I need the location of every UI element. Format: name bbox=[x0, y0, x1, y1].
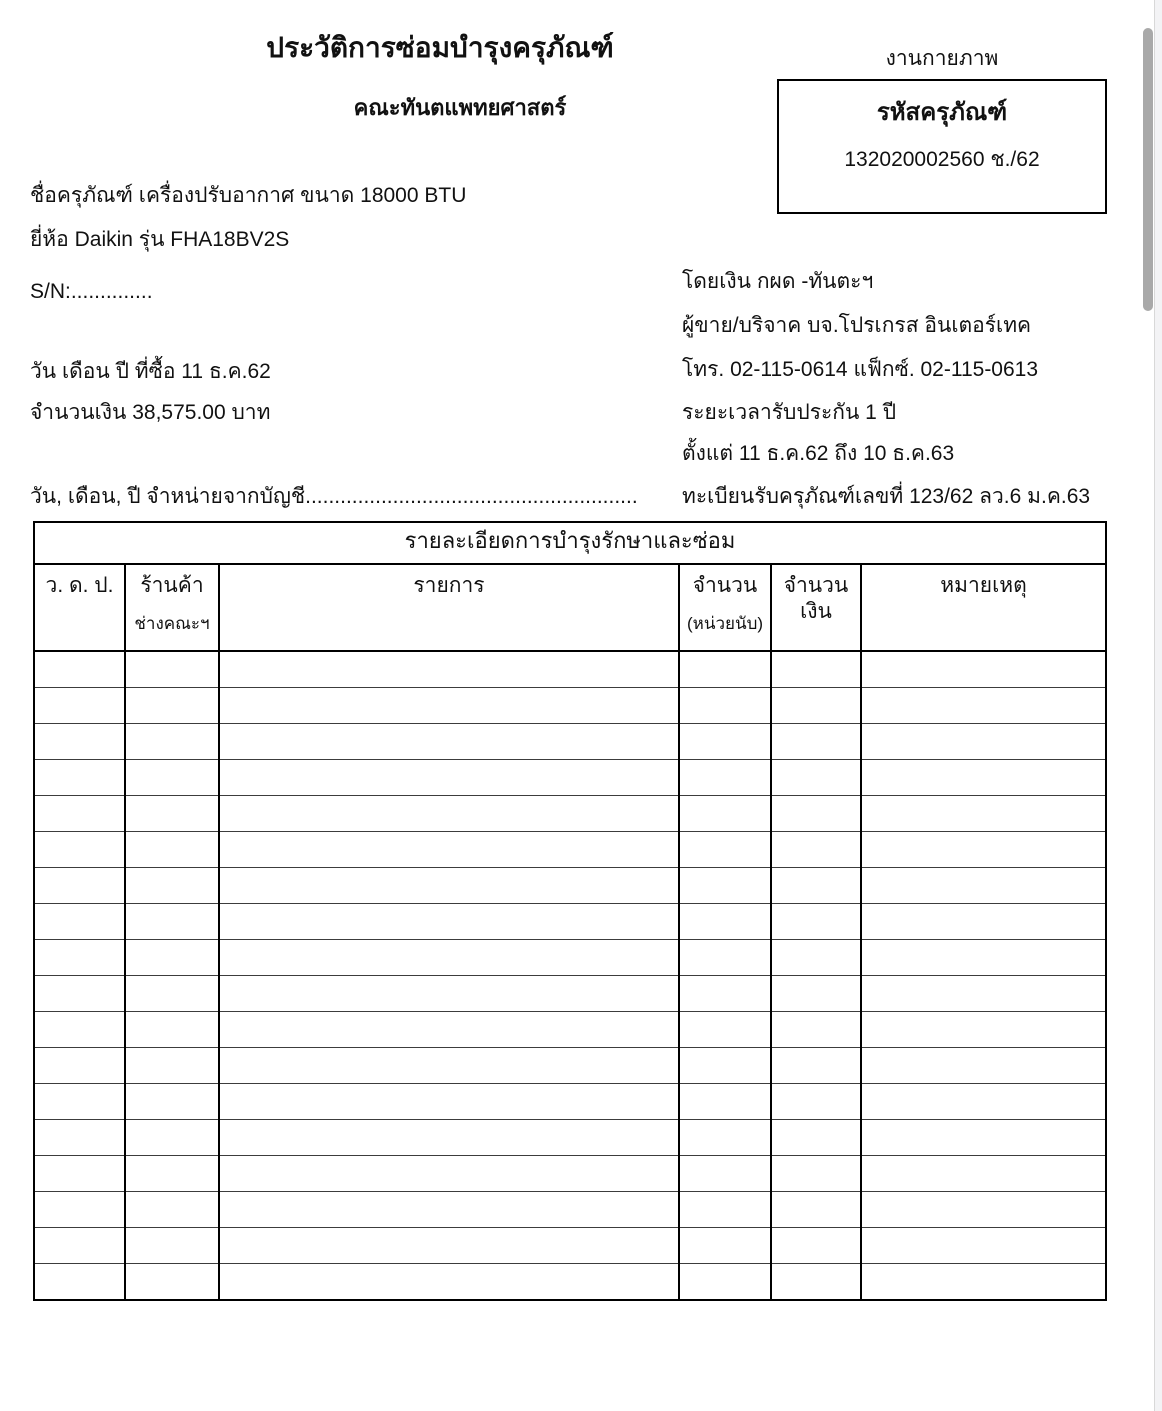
table-cell-empty bbox=[861, 1084, 1106, 1120]
asset-code-label: รหัสครุภัณฑ์ bbox=[876, 99, 1008, 126]
table-cell-empty bbox=[679, 651, 771, 688]
table-cell-empty bbox=[861, 796, 1106, 832]
table-cell-empty bbox=[771, 976, 861, 1012]
table-cell-empty bbox=[771, 651, 861, 688]
table-cell-empty bbox=[679, 1048, 771, 1084]
table-cell-empty bbox=[34, 1192, 125, 1228]
table-title-row bbox=[34, 522, 1106, 564]
table-cell-empty bbox=[125, 1156, 219, 1192]
table-cell-empty bbox=[861, 868, 1106, 904]
phone-fax-line: โทร. 02-115-0614 แฟ็กซ์. 02-115-0613 bbox=[682, 358, 1039, 381]
table-row bbox=[34, 868, 1106, 904]
table-cell-empty bbox=[771, 1228, 861, 1264]
table-cell-empty bbox=[861, 760, 1106, 796]
faculty-subtitle: คณะทันตแพทยศาสตร์ bbox=[353, 95, 567, 120]
table-cell-empty bbox=[34, 724, 125, 760]
vendor-line: ผู้ขาย/บริจาค บจ.โปรเกรส อินเตอร์เทค bbox=[682, 314, 1032, 337]
table-cell-empty bbox=[771, 1012, 861, 1048]
table-cell-empty bbox=[861, 976, 1106, 1012]
table-cell-empty bbox=[219, 832, 679, 868]
table-row bbox=[34, 1228, 1106, 1264]
table-cell-empty bbox=[34, 868, 125, 904]
table-cell-empty bbox=[219, 651, 679, 688]
table-cell-empty bbox=[771, 688, 861, 724]
table-cell-empty bbox=[861, 1012, 1106, 1048]
table-cell-empty bbox=[679, 1156, 771, 1192]
table-cell-empty bbox=[219, 1120, 679, 1156]
column-header-amount bbox=[771, 564, 861, 651]
table-cell-empty bbox=[125, 1012, 219, 1048]
table-cell-empty bbox=[679, 760, 771, 796]
table-cell-empty bbox=[861, 832, 1106, 868]
table-header-row bbox=[34, 564, 1106, 651]
table-cell-empty bbox=[34, 1120, 125, 1156]
table-cell-empty bbox=[679, 1012, 771, 1048]
table-cell-empty bbox=[679, 868, 771, 904]
table-cell-empty bbox=[679, 832, 771, 868]
table-cell-empty bbox=[771, 940, 861, 976]
table-cell-empty bbox=[771, 868, 861, 904]
table-cell-empty bbox=[771, 724, 861, 760]
warranty-period-line: ตั้งแต่ 11 ธ.ค.62 ถึง 10 ธ.ค.63 bbox=[682, 442, 955, 465]
table-cell-empty bbox=[679, 1264, 771, 1301]
table-cell-empty bbox=[219, 760, 679, 796]
table-cell-empty bbox=[34, 940, 125, 976]
table-cell-empty bbox=[219, 1084, 679, 1120]
table-cell-empty bbox=[34, 688, 125, 724]
asset-code-value: 132020002560 ช./62 bbox=[844, 148, 1040, 171]
table-cell-empty bbox=[771, 1192, 861, 1228]
table-row bbox=[34, 940, 1106, 976]
table-cell-empty bbox=[34, 1012, 125, 1048]
column-header-label: ว. ด. ป. bbox=[45, 574, 114, 597]
table-cell-empty bbox=[219, 724, 679, 760]
table-cell-empty bbox=[861, 1120, 1106, 1156]
scrollbar-thumb[interactable] bbox=[1143, 28, 1153, 311]
table-cell-empty bbox=[861, 1228, 1106, 1264]
table-cell-empty bbox=[771, 1264, 861, 1301]
table-cell-empty bbox=[125, 651, 219, 688]
table-cell-empty bbox=[219, 904, 679, 940]
table-row bbox=[34, 976, 1106, 1012]
table-cell-empty bbox=[34, 1156, 125, 1192]
column-header-label: รายการ bbox=[413, 574, 485, 597]
table-row bbox=[34, 651, 1106, 688]
table-cell-empty bbox=[125, 868, 219, 904]
table-cell-empty bbox=[679, 1228, 771, 1264]
table-cell-empty bbox=[125, 940, 219, 976]
scrollbar-track[interactable] bbox=[1154, 0, 1162, 1411]
table-cell-empty bbox=[34, 760, 125, 796]
table-cell-empty bbox=[771, 1120, 861, 1156]
column-header-label: ร้านค้า bbox=[140, 574, 204, 597]
column-header-label: จำนวนเงิน bbox=[783, 574, 849, 623]
table-cell-empty bbox=[219, 868, 679, 904]
table-row bbox=[34, 760, 1106, 796]
column-header-quantity bbox=[679, 564, 771, 651]
table-row bbox=[34, 1264, 1106, 1301]
table-cell-empty bbox=[771, 1156, 861, 1192]
table-cell-empty bbox=[34, 904, 125, 940]
table-cell-empty bbox=[219, 1156, 679, 1192]
column-header-date bbox=[34, 564, 125, 651]
table-cell-empty bbox=[34, 832, 125, 868]
table-cell-empty bbox=[219, 1012, 679, 1048]
table-cell-empty bbox=[679, 904, 771, 940]
table-cell-empty bbox=[771, 832, 861, 868]
table-cell-empty bbox=[771, 760, 861, 796]
asset-name-line: ชื่อครุภัณฑ์ เครื่องปรับอากาศ ขนาด 18000 BTU bbox=[30, 184, 467, 207]
table-cell-empty bbox=[34, 1264, 125, 1301]
table-cell-empty bbox=[679, 1084, 771, 1120]
table-row bbox=[34, 1048, 1106, 1084]
table-cell-empty bbox=[34, 796, 125, 832]
table-cell-empty bbox=[125, 1120, 219, 1156]
table-cell-empty bbox=[679, 724, 771, 760]
table-cell-empty bbox=[219, 1228, 679, 1264]
table-row bbox=[34, 1084, 1106, 1120]
table-cell-empty bbox=[34, 651, 125, 688]
table-cell-empty bbox=[34, 1228, 125, 1264]
warranty-line: ระยะเวลารับประกัน 1 ปี bbox=[682, 401, 897, 424]
table-row bbox=[34, 688, 1106, 724]
table-cell-empty bbox=[34, 976, 125, 1012]
table-cell-empty bbox=[34, 1048, 125, 1084]
table-cell-empty bbox=[679, 940, 771, 976]
table-cell-empty bbox=[219, 688, 679, 724]
table-cell-empty bbox=[771, 904, 861, 940]
table-cell-empty bbox=[861, 1264, 1106, 1301]
table-cell-empty bbox=[34, 1084, 125, 1120]
table-cell-empty bbox=[125, 1084, 219, 1120]
table-cell-empty bbox=[125, 688, 219, 724]
column-header-shop bbox=[125, 564, 219, 651]
table-cell-empty bbox=[219, 976, 679, 1012]
table-cell-empty bbox=[125, 832, 219, 868]
table-cell-empty bbox=[861, 1156, 1106, 1192]
maintenance-table bbox=[33, 521, 1107, 1301]
purchase-date-line: วัน เดือน ปี ที่ซื้อ 11 ธ.ค.62 bbox=[30, 360, 271, 383]
column-header-label: จำนวน bbox=[692, 574, 758, 597]
table-row bbox=[34, 832, 1106, 868]
table-cell-empty bbox=[125, 1228, 219, 1264]
table-cell-empty bbox=[219, 796, 679, 832]
table-cell-empty bbox=[679, 1192, 771, 1228]
table-cell-empty bbox=[861, 904, 1106, 940]
serial-number-line: S/N:.............. bbox=[30, 280, 153, 303]
table-cell-empty bbox=[219, 1264, 679, 1301]
column-header-sublabel: ช่างคณะฯ bbox=[134, 614, 210, 633]
amount-line: จำนวนเงิน 38,575.00 บาท bbox=[30, 401, 271, 424]
table-cell-empty bbox=[125, 796, 219, 832]
table-row bbox=[34, 1012, 1106, 1048]
table-row bbox=[34, 796, 1106, 832]
table-cell-empty bbox=[679, 1120, 771, 1156]
table-cell-empty bbox=[219, 940, 679, 976]
table-cell-empty bbox=[125, 1048, 219, 1084]
table-row bbox=[34, 904, 1106, 940]
registration-number-line: ทะเบียนรับครุภัณฑ์เลขที่ 123/62 ลว.6 ม.ค.63 bbox=[682, 485, 1091, 508]
department-label: งานกายภาพ bbox=[885, 47, 999, 70]
table-cell-empty bbox=[861, 1048, 1106, 1084]
table-cell-empty bbox=[771, 796, 861, 832]
table-row bbox=[34, 1192, 1106, 1228]
table-cell-empty bbox=[679, 688, 771, 724]
asset-code-box bbox=[777, 79, 1107, 214]
table-row bbox=[34, 1156, 1106, 1192]
table-cell-empty bbox=[861, 688, 1106, 724]
table-cell-empty bbox=[125, 1264, 219, 1301]
column-header-sublabel: (หน่วยนับ) bbox=[686, 614, 764, 633]
table-cell-empty bbox=[679, 976, 771, 1012]
table-cell-empty bbox=[861, 651, 1106, 688]
table-cell-empty bbox=[125, 760, 219, 796]
table-cell-empty bbox=[219, 1048, 679, 1084]
table-cell-empty bbox=[125, 976, 219, 1012]
table-cell-empty bbox=[125, 904, 219, 940]
table-cell-empty bbox=[125, 724, 219, 760]
column-header-item bbox=[219, 564, 679, 651]
column-header-label: หมายเหตุ bbox=[940, 574, 1027, 597]
table-cell-empty bbox=[861, 724, 1106, 760]
table-row bbox=[34, 724, 1106, 760]
brand-model-line: ยี่ห้อ Daikin รุ่น FHA18BV2S bbox=[30, 228, 290, 251]
page-title: ประวัติการซ่อมบำรุงครุภัณฑ์ bbox=[266, 32, 614, 63]
table-cell-empty bbox=[679, 796, 771, 832]
table-cell-empty bbox=[771, 1048, 861, 1084]
table-title: รายละเอียดการบำรุงรักษาและซ่อม bbox=[34, 522, 1106, 564]
table-cell-empty bbox=[861, 1192, 1106, 1228]
column-header-remarks bbox=[861, 564, 1106, 651]
funding-source-line: โดยเงิน กผด -ทันตะฯ bbox=[682, 270, 874, 293]
table-body bbox=[34, 651, 1106, 1300]
table-cell-empty bbox=[125, 1192, 219, 1228]
table-cell-empty bbox=[219, 1192, 679, 1228]
table-row bbox=[34, 1120, 1106, 1156]
table-cell-empty bbox=[771, 1084, 861, 1120]
disposal-date-line: วัน, เดือน, ปี จำหน่ายจากบัญชี......................................................... bbox=[30, 485, 638, 508]
table-cell-empty bbox=[861, 940, 1106, 976]
